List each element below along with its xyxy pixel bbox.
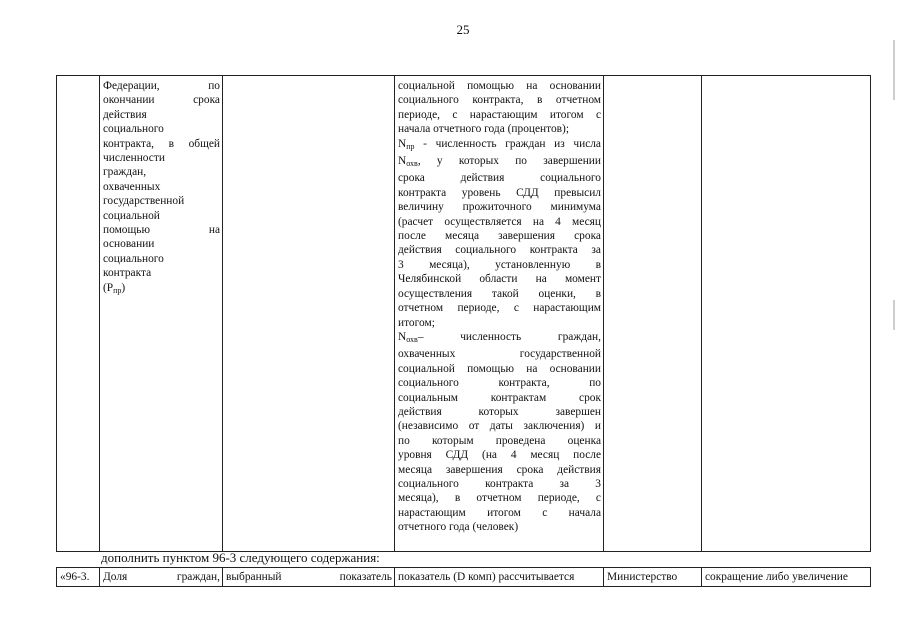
method-npr-line bbox=[398, 137, 601, 154]
table-row bbox=[57, 76, 871, 552]
cell-note bbox=[702, 76, 871, 552]
table-row bbox=[57, 568, 871, 587]
cell-responsible bbox=[604, 76, 702, 552]
new-item-indicator bbox=[223, 568, 395, 587]
method-line: охваченных государственной bbox=[398, 348, 601, 361]
npr-subscript: пр bbox=[406, 141, 415, 151]
amendment-instruction: дополнить пунктом 96-3 следующего содержания: bbox=[101, 550, 380, 565]
method-noxv-line bbox=[398, 154, 601, 171]
new-item-name bbox=[100, 568, 223, 587]
symbol-close: ) bbox=[121, 281, 126, 294]
npr-text: - численность граждан из числа bbox=[414, 137, 601, 150]
method-line: по которым проведена оценка bbox=[398, 434, 601, 447]
noxv2-main: N bbox=[398, 330, 407, 343]
indicator-line: социального bbox=[103, 252, 164, 265]
method-line: 3 месяца), установленную в bbox=[398, 258, 601, 271]
indicator-symbol bbox=[103, 281, 220, 298]
new-item-note: сокращение либо увеличение bbox=[702, 568, 871, 587]
method-line: социального контракта за 3 bbox=[398, 477, 601, 490]
method-line: осуществления такой оценки, в bbox=[398, 287, 601, 300]
method-line: (расчет осуществляется на 4 месяц bbox=[398, 215, 601, 228]
new-item-responsible: Министерство bbox=[604, 568, 702, 587]
indicator-line: окончании срока bbox=[103, 94, 220, 107]
method-line: Челябинской области на момент bbox=[398, 273, 601, 286]
noxv-text: , у которых по завершении bbox=[417, 155, 601, 168]
indicator-line: Федерации, по bbox=[103, 80, 220, 92]
method-line: начала отчетного года (процентов); bbox=[398, 123, 570, 136]
cell-empty bbox=[223, 76, 395, 552]
method-line: месяца), в отчетном периоде, с bbox=[398, 492, 601, 505]
noxv-main: N bbox=[398, 155, 407, 168]
indicator-line: действия bbox=[103, 108, 147, 121]
symbol-main: (P bbox=[103, 281, 114, 294]
method-line: действия социального контракта за bbox=[398, 244, 601, 257]
cell-number bbox=[57, 76, 100, 552]
noxv2-text: – численность граждан, bbox=[417, 330, 601, 343]
scan-edge-mark bbox=[893, 40, 895, 100]
method-line: величину прожиточного минимума bbox=[398, 201, 601, 214]
method-line: нарастающим итогом с начала bbox=[398, 506, 601, 519]
scan-edge-mark bbox=[893, 300, 895, 330]
method-line: срока действия социального bbox=[398, 172, 601, 185]
symbol-subscript: пр bbox=[113, 285, 122, 295]
page-number: 25 bbox=[456, 22, 470, 37]
method-line: периоде, с нарастающим итогом с bbox=[398, 108, 601, 121]
method-line: после месяца завершения срока bbox=[398, 230, 601, 243]
method-line: отчетном периоде, с нарастающим bbox=[398, 302, 601, 315]
indicator-line: помощью на bbox=[103, 224, 220, 237]
indicator-line: социальной bbox=[103, 209, 160, 222]
noxv-subscript: охв bbox=[406, 159, 418, 169]
new-item-indicator-text: выбранный показатель bbox=[226, 571, 392, 583]
method-line: итогом; bbox=[398, 316, 435, 329]
method-line: уровня СДД (на 4 месяц после bbox=[398, 449, 601, 462]
indicator-line: государственной bbox=[103, 195, 185, 208]
new-item-table bbox=[56, 567, 871, 587]
indicator-line: контракта bbox=[103, 267, 152, 280]
noxv2-subscript: охв bbox=[406, 334, 418, 344]
indicator-line: основании bbox=[103, 238, 155, 251]
method-noxv2-line bbox=[398, 330, 601, 347]
indicator-line: контракта, в общей bbox=[103, 137, 220, 150]
method-line: социального контракта, в отчетном bbox=[398, 94, 601, 107]
new-item-number: «96-3. bbox=[57, 568, 100, 587]
new-item-method: показатель (D комп) рассчитывается bbox=[395, 568, 604, 587]
indicator-line: численности bbox=[103, 152, 165, 165]
new-item-name-text: Доля граждан, bbox=[103, 571, 220, 583]
method-line: социального контракта, по bbox=[398, 377, 601, 390]
indicator-line: охваченных bbox=[103, 180, 161, 193]
method-line: социальным контрактам срок bbox=[398, 391, 601, 404]
cell-indicator-name bbox=[100, 76, 223, 552]
method-line: отчетного года (человек) bbox=[398, 521, 519, 534]
npr-main: N bbox=[398, 137, 407, 150]
method-line: контракта уровень СДД превысил bbox=[398, 186, 601, 199]
indicator-line: граждан, bbox=[103, 166, 147, 179]
method-line: месяца завершения срока действия bbox=[398, 463, 601, 476]
method-line: (независимо от даты заключения) и bbox=[398, 420, 601, 433]
cell-method bbox=[395, 76, 604, 552]
method-line: социальной помощью на основании bbox=[398, 362, 601, 375]
indicator-line: социального bbox=[103, 123, 164, 136]
method-line: социальной помощью на основании bbox=[398, 80, 601, 92]
method-line: действия которых завершен bbox=[398, 405, 601, 418]
indicator-table bbox=[56, 75, 871, 552]
